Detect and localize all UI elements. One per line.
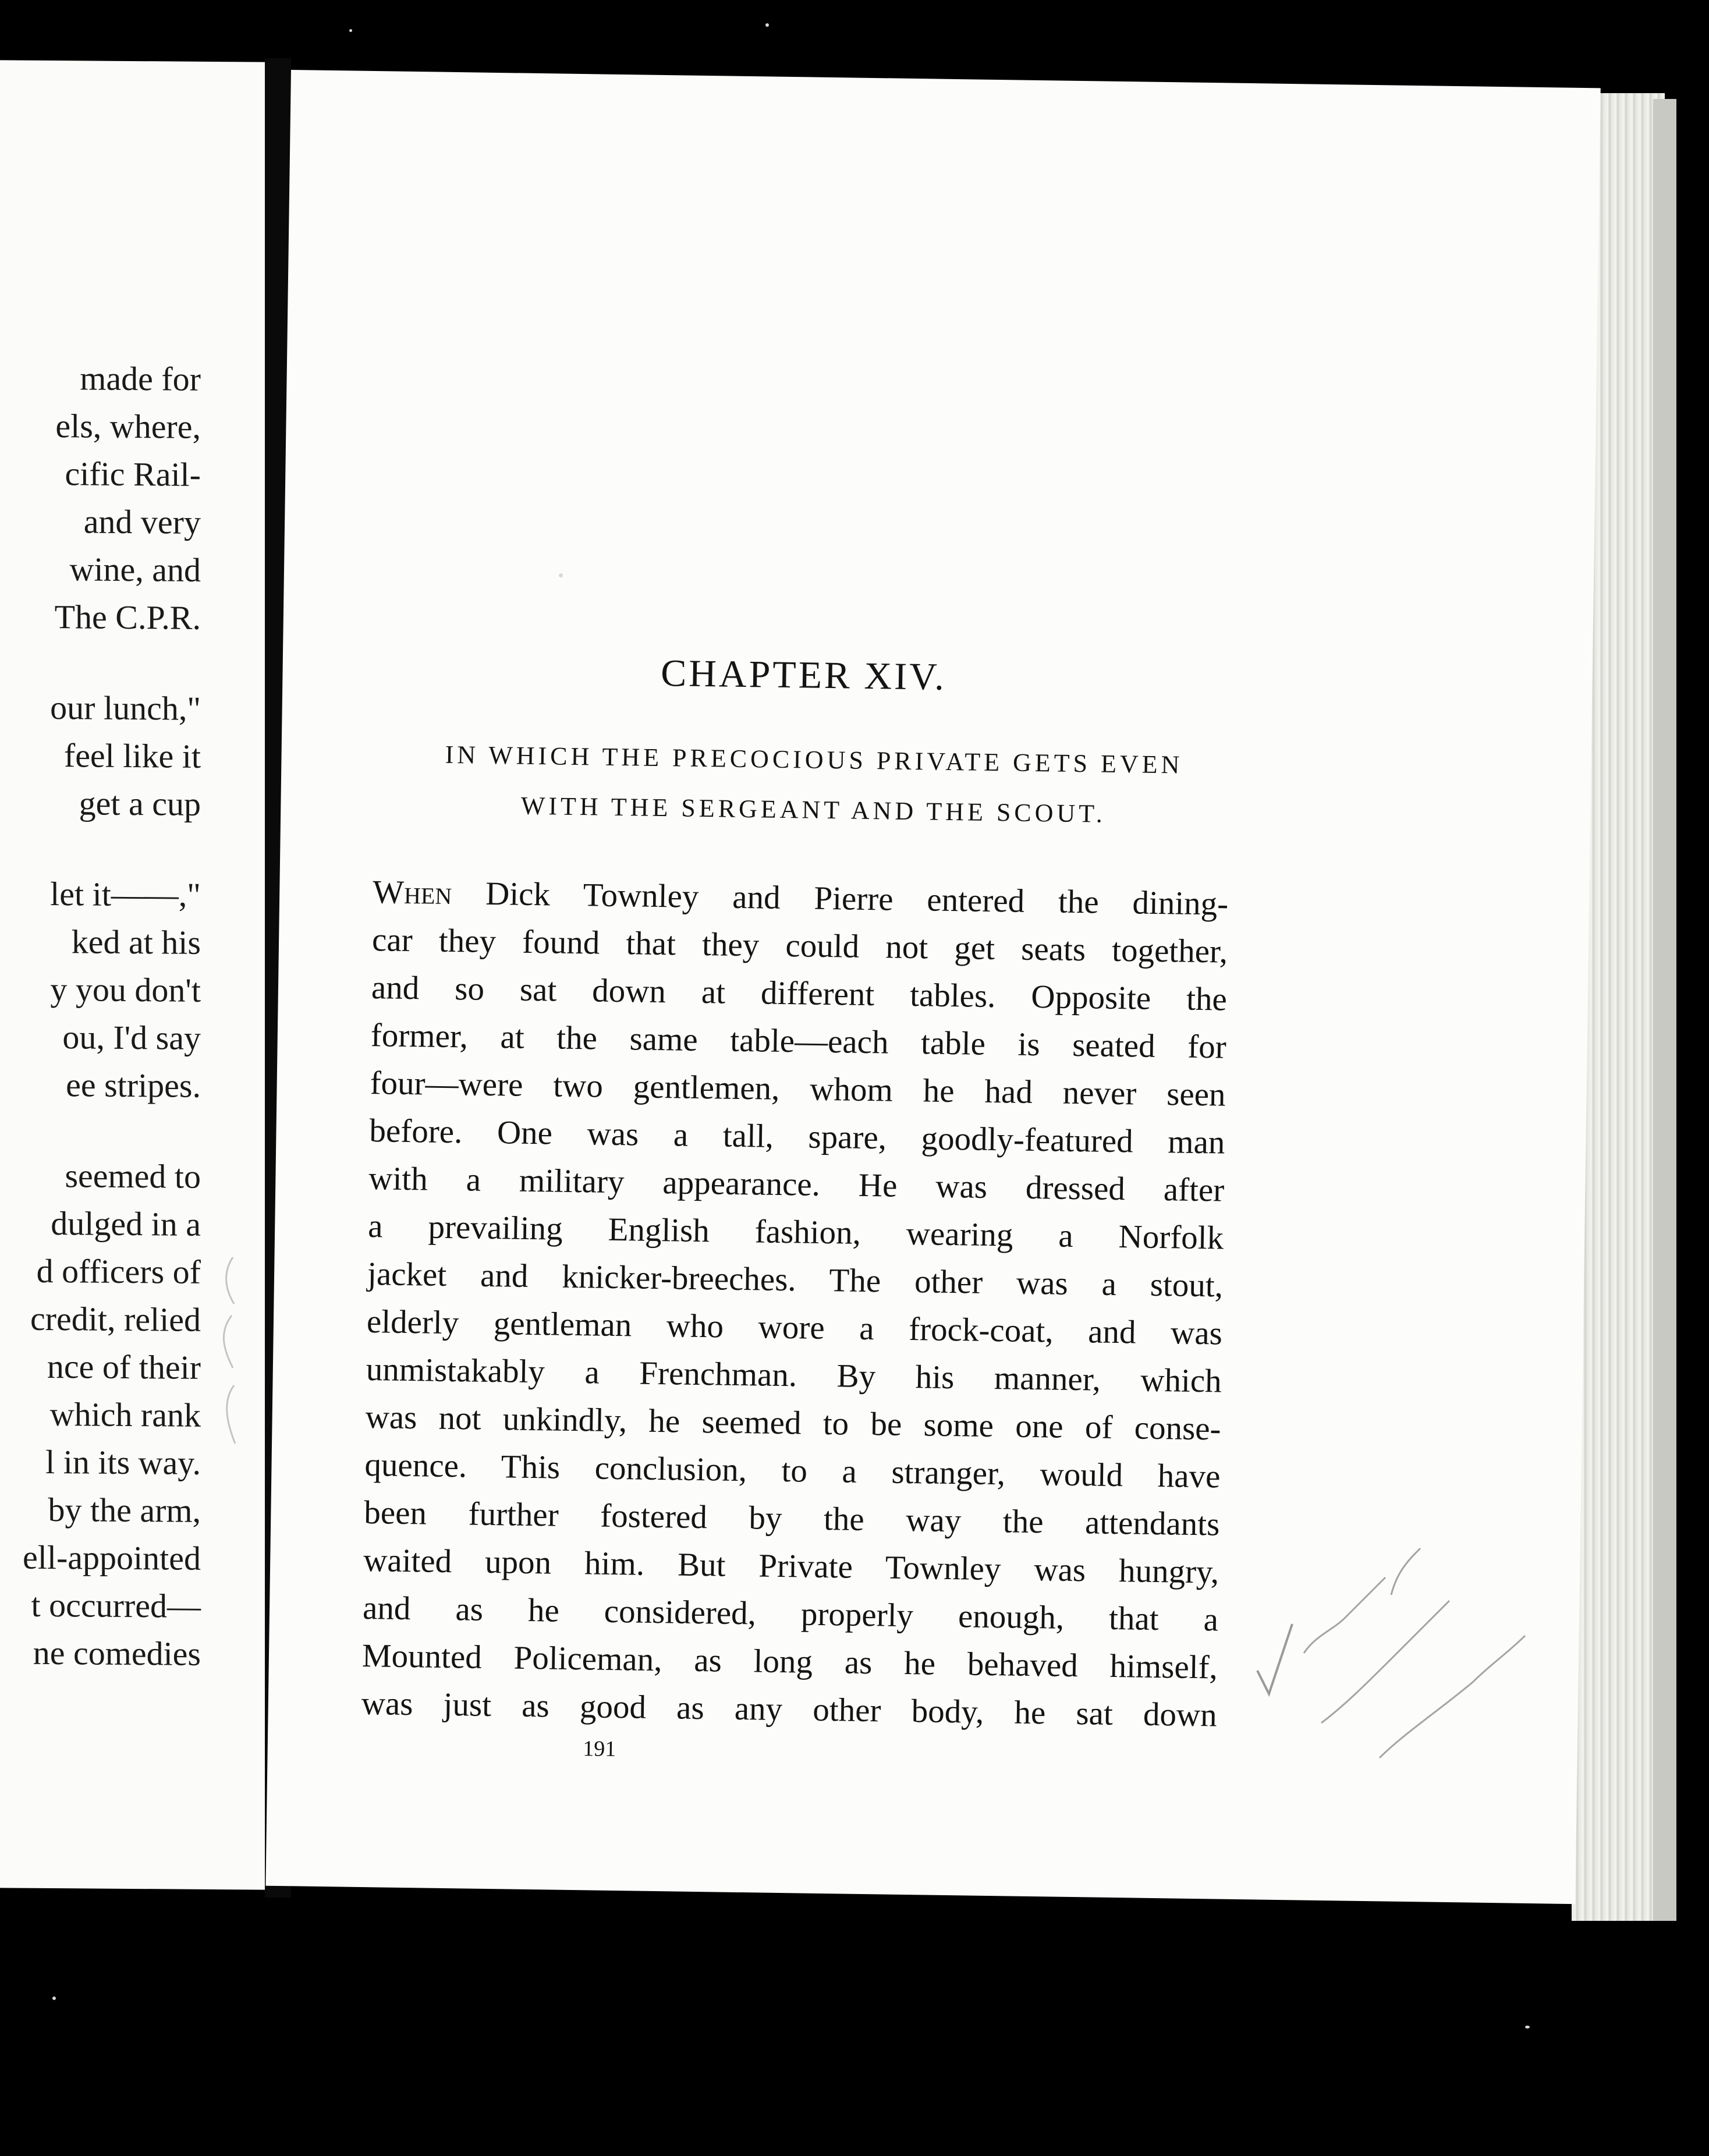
left-page-line: credit, relied — [30, 1299, 201, 1339]
dust-speck — [1525, 2026, 1530, 2029]
chapter-body-text — [361, 868, 1228, 1739]
left-page-line: let it——," — [50, 875, 201, 914]
left-page-line: dulged in a — [51, 1204, 201, 1243]
body-line: car they found that they could not get seats together, — [371, 921, 1228, 970]
body-line: jacket and knicker-breeches. The other was a stout, — [367, 1256, 1224, 1304]
left-page-line: by the arm, — [48, 1490, 201, 1530]
page-number: 191 — [582, 1736, 616, 1762]
left-page-line: ou, I'd say — [62, 1018, 201, 1057]
chapter-title: CHAPTER XIV. — [660, 651, 947, 698]
chapter-subtitle-line-1: IN WHICH THE PRECOCIOUS PRIVATE GETS EVEN — [445, 740, 1183, 779]
left-page-paragraph-gap — [23, 641, 201, 685]
lead-word: When — [372, 874, 452, 912]
left-page-line: wine, and — [69, 550, 201, 589]
left-page — [0, 60, 265, 1889]
left-page-paragraph-gap — [23, 1109, 201, 1153]
left-page-line: t occurred— — [31, 1586, 201, 1625]
body-line: Mounted Policeman, as long as he behaved himself, — [361, 1637, 1218, 1686]
body-line: was just as good as any other body, he sat down — [361, 1685, 1218, 1734]
body-line: waited upon him. But Private Townley was hungry, — [363, 1541, 1219, 1591]
left-page-line: which rank — [49, 1395, 201, 1434]
left-page-line: nce of their — [47, 1347, 201, 1386]
left-page-paragraph-gap — [23, 827, 201, 871]
left-page-line: The C.P.R. — [54, 598, 201, 637]
body-line: was not unkindly, he seemed to be some one of conse- — [365, 1399, 1221, 1448]
left-page-line: feel like it — [63, 736, 201, 775]
dust-speck — [349, 29, 352, 32]
left-page-line: seemed to — [65, 1157, 201, 1196]
dust-speck — [52, 1997, 56, 2000]
body-line: a prevailing English fashion, wearing a Norfolk — [367, 1208, 1224, 1257]
right-page-content — [361, 71, 1240, 1762]
body-line: quence. This conclusion, to a stranger, would have — [364, 1446, 1221, 1495]
dust-speck — [765, 23, 769, 27]
page-stack-shadow — [1653, 99, 1676, 1921]
body-line: former, at the same table—each table is seated for — [370, 1017, 1227, 1066]
left-page-line: cific Rail- — [65, 455, 201, 494]
body-line: before. One was a tall, spare, goodly-featured man — [369, 1112, 1225, 1161]
dust-speck — [559, 573, 563, 577]
body-lines — [361, 916, 1228, 1739]
left-page-line: y you don't — [50, 970, 201, 1009]
body-line: been further fostered by the way the attendants — [363, 1494, 1220, 1543]
body-line: unmistakably a Frenchman. By his manner, which — [366, 1351, 1222, 1400]
first-line-rest: Dick Townley and Pierre entered the dining- — [451, 874, 1229, 923]
left-page-line: ked at his — [71, 923, 201, 962]
body-line: with a military appearance. He was dressed after — [368, 1160, 1225, 1209]
chapter-subtitle — [391, 729, 1236, 841]
left-page-line: ne comedies — [33, 1633, 201, 1673]
body-line: and so sat down at different tables. Opposite the — [371, 969, 1228, 1018]
left-page-line: ee stripes. — [66, 1066, 201, 1105]
handwritten-margin-note — [1251, 1537, 1554, 1770]
left-page-line: els, where, — [55, 407, 201, 446]
left-page-line: and very — [83, 502, 201, 541]
left-page-line: get a cup — [79, 784, 201, 823]
left-page-line: ell-appointed — [22, 1538, 201, 1577]
left-page-text — [23, 354, 201, 1678]
left-page-line: our lunch," — [50, 689, 201, 728]
left-page-line: l in its way. — [45, 1442, 201, 1482]
body-line: and as he considered, properly enough, that a — [362, 1589, 1219, 1639]
left-margin-pencil-marks — [198, 1251, 262, 1449]
chapter-subtitle-line-2: WITH THE SERGEANT AND THE SCOUT. — [520, 791, 1107, 828]
left-page-line: made for — [80, 359, 201, 398]
body-line: four—were two gentlemen, whom he had never seen — [370, 1065, 1226, 1114]
body-line: elderly gentleman who wore a frock-coat, and was — [366, 1303, 1223, 1352]
left-page-line: d officers of — [36, 1251, 201, 1291]
